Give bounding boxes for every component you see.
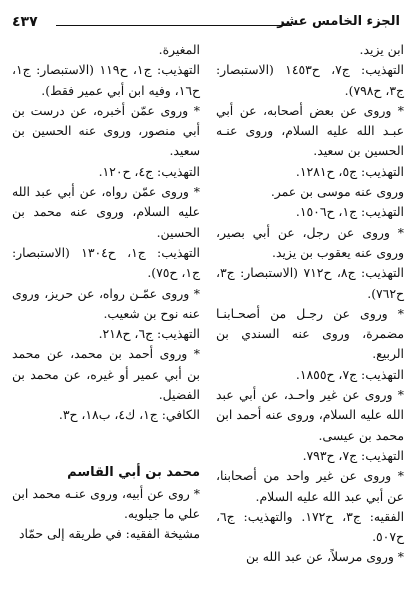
paragraph: التهذيب: ج٧، ح١٨٥٥. (295, 366, 404, 382)
paragraph: التهذيب: ج٦، ح٢١٨. (98, 326, 200, 342)
paragraph: * وروى عن رجل، عن أبي بصير، وروى عنه يعقوب بن يزيد. (216, 224, 404, 260)
paragraph: * وروى عمّن أخبره، عن درست بن أبي منصور، وروى عنه الحسين بن سعيد. (12, 102, 200, 159)
paragraph: * وروى عن بعض أصحابه، عن أبي عبـد الله عليه السلام، وروى عنـه الحسين بن سعيد. (216, 102, 404, 159)
paragraph: ابن يزيد. (359, 42, 404, 57)
text-columns (12, 40, 404, 606)
paragraph: التهذيب: ج٧، ح٧٩٣. (302, 447, 404, 463)
paragraph: وروى عنه موسى بن عمر. (270, 184, 404, 200)
left-column (12, 40, 200, 606)
paragraph: * روى عن أبيه، وروى عنـه محمد ابن علي ما جيلويه. (12, 485, 200, 521)
paragraph: التهذيب: ج٨، ح٧١٢ (الاستبصار: ج٣، ح٧٦٢). (216, 265, 404, 301)
paragraph: التهذيب: ج١، ح١١٩ (الاستبصار: ج١، ح١٦، وفيه ابن أبي عمير فقط). (12, 62, 200, 98)
paragraph: التهذيب: ج٤، ح١٢٠. (98, 163, 200, 179)
paragraph: التهذيب: ج١، ح١٥٠٦. (295, 204, 404, 220)
paragraph: الفقيه: ج٣، ح١٧٢. والتهذيب: ج٦، ح٥٠٧. (216, 508, 405, 545)
paragraph: * وروى عن رجـل من أصحـابنـا مضمرة، وروى عنه السندي بن الربيع. (216, 305, 404, 362)
paragraph: * وروى عن غير واحد من أصحابنا، عن أبي عبد الله عليه السلام. (216, 468, 404, 504)
section-title: محمد بن أبي القاسم (67, 464, 200, 480)
section-gap (12, 426, 200, 462)
paragraph: المغيرة. (158, 42, 200, 57)
paragraph: * وروى عمّن رواه، عن أبي عبد الله عليه السلام، وروى عنه محمد بن الحسين. (12, 184, 200, 240)
page-header (12, 14, 400, 36)
paragraph: التهذيب: ج١، ح١٣٠٤ (الاستبصار: ج١، ح٧٥). (12, 244, 200, 281)
paragraph: * وروى مرسلاً، عن عبد الله بن (245, 549, 404, 565)
paragraph: * وروى عمّـن رواه، عن حريز، وروى عنه نوح بن شعيب. (12, 285, 200, 321)
page-number: ٤٣٧ (12, 14, 38, 30)
header-rule (56, 25, 292, 26)
right-column (216, 40, 404, 606)
running-title: الجزء الخامس عشر (277, 14, 400, 29)
paragraph: * وروى أحمد بن محمد، عن محمد بن أبي عمير أو غيره، عن محمد بن الفضيل. (12, 346, 200, 403)
paragraph: الكافي: ج١، ك٤، ب١٨، ح٣. (58, 407, 200, 423)
paragraph: التهذيب: ج٥، ح١٢٨١. (295, 163, 404, 179)
paragraph: التهذيب: ج٧، ح١٤٥٣ (الاستبصار: ج٣، ح٧٩٨). (216, 62, 404, 98)
paragraph: * وروى عن غير واحـد، عن أبي عبد الله عليه السلام، وروى عنه أحمد ابن محمد بن عيسى. (216, 387, 404, 443)
paragraph: مشيخة الفقيه: في طريقه إلى حمّاد (18, 526, 200, 542)
